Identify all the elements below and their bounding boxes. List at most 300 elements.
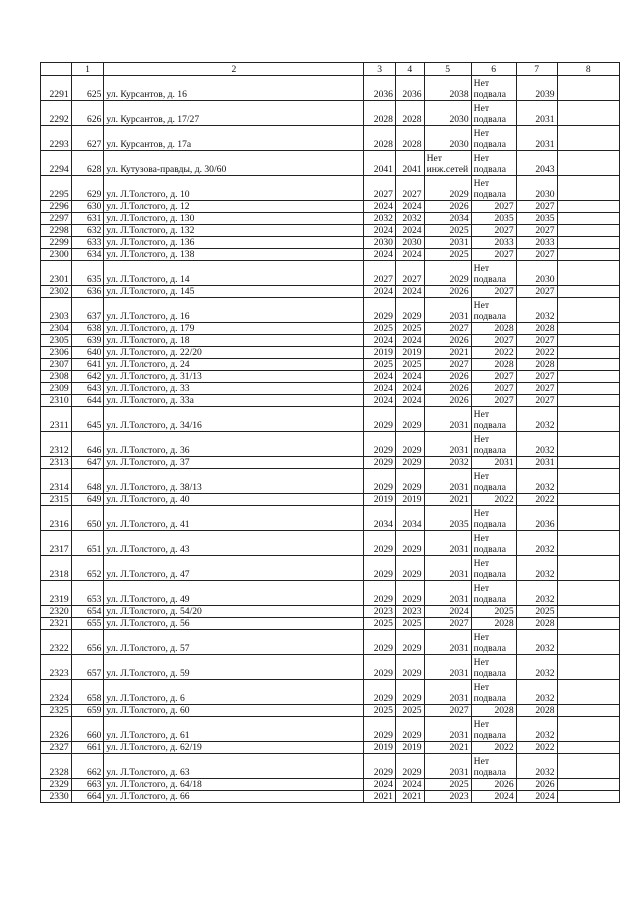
table-cell (557, 347, 619, 359)
table-cell: Нет подвала (471, 126, 516, 151)
table-cell: 630 (71, 201, 104, 213)
table-cell: ул. Л.Толстого, д. 16 (104, 298, 364, 323)
table-cell: Нет подвала (471, 531, 516, 556)
table-cell: 631 (71, 213, 104, 225)
table-cell: 2031 (424, 298, 471, 323)
table-cell: 638 (71, 323, 104, 335)
table-cell: 2032 (516, 754, 557, 779)
table-cell (557, 680, 619, 705)
table-cell: 2021 (395, 791, 424, 803)
table-cell: 2300 (41, 249, 72, 261)
table-row (41, 581, 620, 606)
table-cell: Нет подвала (471, 151, 516, 176)
table-cell: 2293 (41, 126, 72, 151)
table-cell: 2034 (395, 506, 424, 531)
table-cell: ул. Л.Толстого, д. 14 (104, 261, 364, 286)
table-cell: 660 (71, 717, 104, 742)
table-cell (557, 581, 619, 606)
table-cell: 2023 (395, 606, 424, 618)
table-cell: ул. Л.Толстого, д. 43 (104, 531, 364, 556)
table-cell: 2032 (395, 213, 424, 225)
table-cell: 2029 (364, 457, 396, 469)
table-cell: Нет подвала (471, 655, 516, 680)
table-cell: 2321 (41, 618, 72, 630)
column-header: 5 (424, 63, 471, 76)
table-cell: ул. Л.Толстого, д. 56 (104, 618, 364, 630)
table-cell: 2027 (471, 383, 516, 395)
table-cell: 2025 (424, 249, 471, 261)
table-cell: ул. Л.Толстого, д. 38/13 (104, 469, 364, 494)
table-cell: 651 (71, 531, 104, 556)
table-cell: 2024 (516, 791, 557, 803)
table-cell: 2297 (41, 213, 72, 225)
table-cell: 2019 (364, 494, 396, 506)
table-cell: 2032 (516, 469, 557, 494)
table-cell: 2323 (41, 655, 72, 680)
table-cell: 2031 (516, 101, 557, 126)
table-cell: ул. Л.Толстого, д. 61 (104, 717, 364, 742)
table-cell: Нет подвала (471, 556, 516, 581)
table-row (41, 680, 620, 705)
table-cell: 2022 (516, 347, 557, 359)
table-cell: 2319 (41, 581, 72, 606)
table-cell: 2029 (395, 680, 424, 705)
table-row (41, 201, 620, 213)
table-cell: 633 (71, 237, 104, 249)
table-cell (557, 791, 619, 803)
table-cell: 2025 (424, 225, 471, 237)
table-cell: 2029 (395, 407, 424, 432)
table-cell (557, 432, 619, 457)
table-cell: 2026 (471, 779, 516, 791)
table-cell: 2029 (364, 531, 396, 556)
table-cell: 659 (71, 705, 104, 717)
table-cell: 2033 (471, 237, 516, 249)
table-cell: Нет подвала (471, 176, 516, 201)
table-cell: 2312 (41, 432, 72, 457)
table-cell: 2028 (516, 359, 557, 371)
table-cell: 2294 (41, 151, 72, 176)
table-cell: 2025 (364, 705, 396, 717)
table-row (41, 213, 620, 225)
table-cell: ул. Л.Толстого, д. 179 (104, 323, 364, 335)
table-cell: ул. Л.Толстого, д. 57 (104, 630, 364, 655)
table-cell: 2030 (364, 237, 396, 249)
table-cell: 2317 (41, 531, 72, 556)
table-cell: 2024 (395, 779, 424, 791)
table-cell: 2032 (516, 717, 557, 742)
table-cell: 2024 (364, 201, 396, 213)
table-cell: ул. Л.Толстого, д. 6 (104, 680, 364, 705)
table-cell (557, 335, 619, 347)
table-cell: Нет подвала (471, 261, 516, 286)
table-row (41, 556, 620, 581)
table-cell (557, 323, 619, 335)
table-cell: 2028 (471, 705, 516, 717)
table-cell: Нет подвала (471, 407, 516, 432)
table-cell: ул. Л.Толстого, д. 138 (104, 249, 364, 261)
table-cell: 634 (71, 249, 104, 261)
table-cell: 2028 (516, 618, 557, 630)
table-cell: 2022 (471, 347, 516, 359)
table-cell: 2029 (395, 556, 424, 581)
table-cell: 2032 (516, 556, 557, 581)
header-row (41, 63, 620, 76)
table-cell (557, 201, 619, 213)
column-header: 2 (104, 63, 364, 76)
table-cell: 2327 (41, 742, 72, 754)
table-cell: 2031 (424, 655, 471, 680)
column-header: 4 (395, 63, 424, 76)
table-row (41, 606, 620, 618)
table-cell: 2024 (364, 286, 396, 298)
table-cell: ул. Л.Толстого, д. 18 (104, 335, 364, 347)
table-cell: ул. Л.Толстого, д. 47 (104, 556, 364, 581)
table-cell: 2305 (41, 335, 72, 347)
table-cell: ул. Л.Толстого, д. 130 (104, 213, 364, 225)
table-cell: ул. Л.Толстого, д. 12 (104, 201, 364, 213)
table-cell: 643 (71, 383, 104, 395)
table-row (41, 742, 620, 754)
table-cell: 2041 (395, 151, 424, 176)
table-cell: 2023 (364, 606, 396, 618)
table-cell: 2025 (395, 359, 424, 371)
table-cell: Нет подвала (471, 76, 516, 101)
table-cell: 2035 (471, 213, 516, 225)
table-cell: 656 (71, 630, 104, 655)
table-cell: 2032 (516, 630, 557, 655)
table-cell (557, 556, 619, 581)
table-cell: 627 (71, 126, 104, 151)
table-cell: Нет подвала (471, 506, 516, 531)
table-cell: 2027 (424, 359, 471, 371)
table-cell (557, 395, 619, 407)
table-cell: 661 (71, 742, 104, 754)
table-cell: 2027 (471, 201, 516, 213)
table-cell: 2326 (41, 717, 72, 742)
table-row (41, 76, 620, 101)
table-cell: 2029 (424, 176, 471, 201)
table-row (41, 286, 620, 298)
table-cell: ул. Кутузова-правды, д. 30/60 (104, 151, 364, 176)
table-cell: 2029 (395, 432, 424, 457)
table-cell: 2024 (395, 371, 424, 383)
table-cell: 2031 (424, 531, 471, 556)
table-row (41, 298, 620, 323)
table-cell: 2043 (516, 151, 557, 176)
table-cell: 655 (71, 618, 104, 630)
table-cell: 2024 (395, 249, 424, 261)
table-cell: 2296 (41, 201, 72, 213)
table-cell: 2292 (41, 101, 72, 126)
table-cell: 2027 (471, 335, 516, 347)
table-row (41, 151, 620, 176)
table-cell: 642 (71, 371, 104, 383)
table-cell: 2024 (364, 779, 396, 791)
table-cell: 2025 (364, 359, 396, 371)
table-cell: ул. Л.Толстого, д. 64/18 (104, 779, 364, 791)
table-cell: Нет подвала (471, 581, 516, 606)
table-cell: 2029 (395, 457, 424, 469)
table-cell (557, 630, 619, 655)
table-cell: 2021 (424, 347, 471, 359)
table-cell: 2025 (471, 606, 516, 618)
table-row (41, 347, 620, 359)
table-cell: 2025 (395, 323, 424, 335)
table-cell: 2314 (41, 469, 72, 494)
table-cell: 2032 (516, 298, 557, 323)
table-cell (557, 298, 619, 323)
table-cell (557, 618, 619, 630)
table-cell: 2298 (41, 225, 72, 237)
table-cell: 635 (71, 261, 104, 286)
table-cell (557, 469, 619, 494)
table-cell: 2028 (364, 101, 396, 126)
table-cell: 2302 (41, 286, 72, 298)
table-cell: 2029 (395, 581, 424, 606)
table-cell: Нет подвала (471, 101, 516, 126)
table-row (41, 176, 620, 201)
table-cell: 2029 (395, 469, 424, 494)
table-cell: 2031 (424, 432, 471, 457)
table-cell: 2027 (424, 705, 471, 717)
table-cell: ул. Л.Толстого, д. 63 (104, 754, 364, 779)
table-cell: 653 (71, 581, 104, 606)
table-cell: ул. Л.Толстого, д. 31/13 (104, 371, 364, 383)
table-cell: 2027 (516, 225, 557, 237)
table-cell: 2028 (516, 705, 557, 717)
table-cell: 2030 (516, 176, 557, 201)
table-cell (557, 506, 619, 531)
table-cell: 2031 (424, 754, 471, 779)
table-cell: 2029 (395, 655, 424, 680)
table-cell: 2029 (364, 298, 396, 323)
table-cell: 2027 (516, 201, 557, 213)
table-cell: 2029 (395, 531, 424, 556)
table-cell: 2024 (395, 286, 424, 298)
table-cell: 2034 (364, 506, 396, 531)
table-cell: 629 (71, 176, 104, 201)
table-cell: ул. Л.Толстого, д. 24 (104, 359, 364, 371)
table-cell (557, 371, 619, 383)
table-cell: 2325 (41, 705, 72, 717)
table-cell (557, 606, 619, 618)
table-cell: 2028 (471, 359, 516, 371)
table-cell (557, 494, 619, 506)
table-cell: 664 (71, 791, 104, 803)
table-cell: 2025 (424, 779, 471, 791)
table-row (41, 383, 620, 395)
table-row (41, 432, 620, 457)
table-cell: 2022 (516, 494, 557, 506)
table-cell: 2027 (516, 371, 557, 383)
column-header: 1 (71, 63, 104, 76)
table-cell: 650 (71, 506, 104, 531)
table-cell: Нет подвала (471, 754, 516, 779)
table-cell: 2026 (424, 383, 471, 395)
table-row (41, 754, 620, 779)
table-cell: 628 (71, 151, 104, 176)
table-cell: 2033 (516, 237, 557, 249)
table-cell: 2029 (395, 630, 424, 655)
table-cell: 2027 (516, 383, 557, 395)
table-cell (557, 176, 619, 201)
table-cell: 2028 (364, 126, 396, 151)
table-cell: ул. Курсантов, д. 17/27 (104, 101, 364, 126)
table-cell: ул. Л.Толстого, д. 34/16 (104, 407, 364, 432)
table-cell: Нет подвала (471, 680, 516, 705)
table-cell: 2315 (41, 494, 72, 506)
table-cell: 2019 (395, 347, 424, 359)
table-row (41, 531, 620, 556)
table-cell: ул. Л.Толстого, д. 132 (104, 225, 364, 237)
table-cell: 2328 (41, 754, 72, 779)
table-cell: 2028 (395, 101, 424, 126)
table-cell: 662 (71, 754, 104, 779)
table-cell: 2030 (424, 126, 471, 151)
table-cell: 2028 (471, 618, 516, 630)
table-cell: 2024 (364, 371, 396, 383)
table-cell: 2029 (424, 261, 471, 286)
table-cell: 2022 (471, 742, 516, 754)
column-header (41, 63, 72, 76)
table-cell: 2032 (516, 581, 557, 606)
table-cell: ул. Курсантов, д. 16 (104, 76, 364, 101)
table-cell: 2031 (516, 457, 557, 469)
table-row (41, 126, 620, 151)
table-cell: 2026 (516, 779, 557, 791)
table-cell: 2026 (424, 371, 471, 383)
table-cell: ул. Л.Толстого, д. 41 (104, 506, 364, 531)
table-cell: 2304 (41, 323, 72, 335)
table-row (41, 323, 620, 335)
table-row (41, 705, 620, 717)
table-cell: 2041 (364, 151, 396, 176)
table-cell: ул. Л.Толстого, д. 33а (104, 395, 364, 407)
table-row (41, 225, 620, 237)
table-cell: 2039 (516, 76, 557, 101)
table-cell: ул. Л.Толстого, д. 145 (104, 286, 364, 298)
table-cell: 2024 (364, 383, 396, 395)
table-cell (557, 742, 619, 754)
table-cell: 2019 (364, 742, 396, 754)
table-cell: 2031 (516, 126, 557, 151)
table-cell: 2309 (41, 383, 72, 395)
data-table (40, 62, 620, 803)
table-cell: 636 (71, 286, 104, 298)
table-cell: 2032 (516, 407, 557, 432)
column-header: 8 (557, 63, 619, 76)
table-cell: 2024 (395, 335, 424, 347)
table-cell (557, 286, 619, 298)
table-row (41, 779, 620, 791)
table-cell: Нет подвала (471, 469, 516, 494)
table-cell: 2029 (395, 717, 424, 742)
table-cell: 2307 (41, 359, 72, 371)
table-cell: 2025 (364, 618, 396, 630)
table-cell: 2031 (424, 237, 471, 249)
table-row (41, 618, 620, 630)
table-cell: 2029 (395, 298, 424, 323)
table-cell: 2320 (41, 606, 72, 618)
table-cell (557, 126, 619, 151)
table-cell: 2295 (41, 176, 72, 201)
table-cell: 647 (71, 457, 104, 469)
column-header: 7 (516, 63, 557, 76)
table-cell (557, 531, 619, 556)
table-row (41, 359, 620, 371)
table-row (41, 494, 620, 506)
table-cell: ул. Л.Толстого, д. 62/19 (104, 742, 364, 754)
table-cell: 640 (71, 347, 104, 359)
table-cell: 2027 (516, 249, 557, 261)
table-row (41, 630, 620, 655)
table-cell: ул. Л.Толстого, д. 22/20 (104, 347, 364, 359)
table-row (41, 371, 620, 383)
table-cell: 2026 (424, 286, 471, 298)
table-cell: 2308 (41, 371, 72, 383)
table-cell: 2024 (364, 249, 396, 261)
table-row (41, 249, 620, 261)
table-cell: 2024 (471, 791, 516, 803)
table-cell: 2021 (364, 791, 396, 803)
table-cell: Нет инж.сетей (424, 151, 471, 176)
table-cell: 2022 (516, 742, 557, 754)
table-cell: 2030 (516, 261, 557, 286)
table-cell: 2019 (395, 742, 424, 754)
table-cell: 649 (71, 494, 104, 506)
table-cell: 2027 (395, 176, 424, 201)
table-cell (557, 779, 619, 791)
table-cell (557, 457, 619, 469)
table-cell: 641 (71, 359, 104, 371)
table-cell (557, 383, 619, 395)
table-cell: 658 (71, 680, 104, 705)
table-cell: 2024 (395, 201, 424, 213)
table-cell: 2028 (395, 126, 424, 151)
table-cell (557, 407, 619, 432)
table-cell: 2026 (424, 201, 471, 213)
table-cell (557, 655, 619, 680)
table-row (41, 407, 620, 432)
table-cell: 632 (71, 225, 104, 237)
table-cell: 2027 (424, 618, 471, 630)
table-cell: 644 (71, 395, 104, 407)
table-cell: 2027 (471, 225, 516, 237)
table-cell: 2027 (471, 371, 516, 383)
table-cell: 2330 (41, 791, 72, 803)
table-cell: 625 (71, 76, 104, 101)
table-cell: ул. Л.Толстого, д. 66 (104, 791, 364, 803)
table-cell: 646 (71, 432, 104, 457)
table-row (41, 717, 620, 742)
table-cell: 652 (71, 556, 104, 581)
table-cell: 2029 (364, 581, 396, 606)
table-cell: 2036 (364, 76, 396, 101)
table-cell: 2036 (516, 506, 557, 531)
table-row (41, 791, 620, 803)
table-cell: 2025 (516, 606, 557, 618)
table-cell: 2029 (395, 754, 424, 779)
table-row (41, 335, 620, 347)
table-cell: 2021 (424, 494, 471, 506)
table-cell: ул. Л.Толстого, д. 54/20 (104, 606, 364, 618)
table-cell: 2031 (424, 469, 471, 494)
table-cell: ул. Л.Толстого, д. 59 (104, 655, 364, 680)
table-cell: 2024 (364, 335, 396, 347)
table-cell (557, 249, 619, 261)
table-row (41, 506, 620, 531)
